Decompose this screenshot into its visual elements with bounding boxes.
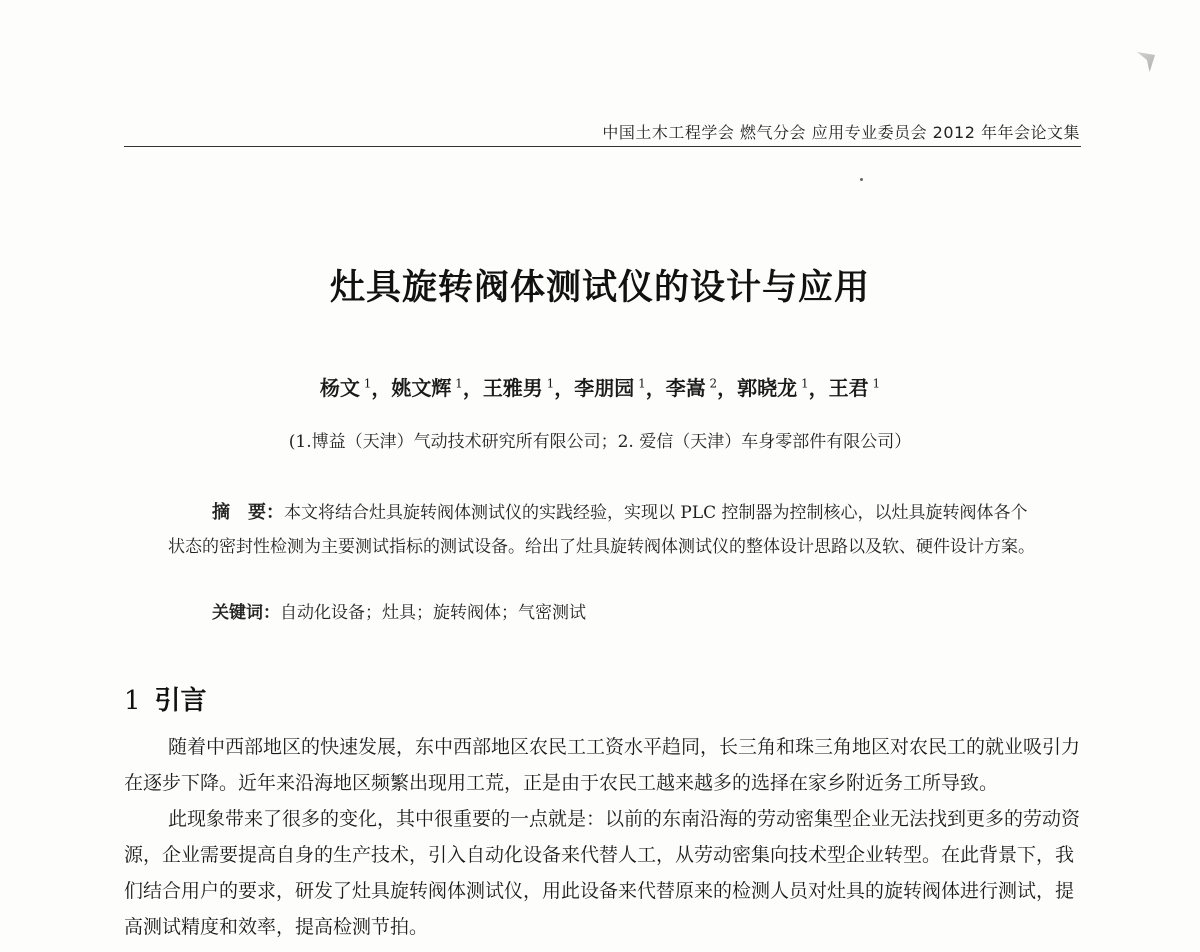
author [574,376,645,400]
author [737,376,808,400]
author [483,376,554,400]
paragraph: 此现象带来了很多的变化，其中很重要的一点就是：以前的东南沿海的劳动密集型企业无法找到更多的劳动资源，企业需要提高自身的生产技术，引入自动化设备来代替人工，从劳动密集向技术型企业转型。在此背景下，我们结合用户的要求，研发了灶具旋转阀体测试仪，用此设备来代替原来的检测人员对灶具的旋转阀体进行测试，提高测试精度和效率，提高检测节拍。 [124,808,1081,938]
author-separator: ， [462,376,483,400]
body-text [124,729,1081,945]
author-name: 王君 [828,376,869,400]
author [391,376,462,400]
abstract [168,496,1038,564]
paper-title: 灶具旋转阀体测试仪的设计与应用 [329,268,870,308]
author-name: 姚文辉 [391,376,452,400]
scan-speck [860,178,863,181]
section-title: 引言 [154,686,207,716]
author-affiliation-mark: 1 [634,376,646,391]
keywords-label: 关键词： [212,603,280,623]
author-affiliation-mark: 2 [705,376,718,391]
paragraph: 随着中西部地区的快速发展，东中西部地区农民工工资水平趋同，长三角和珠三角地区对农民工的就业吸引力在逐步下降。近年来沿海地区频繁出现用工荒，正是由于农民工越来越多的选择在家乡附近务工所导致。 [124,736,1081,794]
author-affiliation-mark: 1 [868,376,881,391]
author-affiliation-mark: 1 [797,376,809,391]
header-rule [124,146,1081,147]
author [829,376,880,400]
author-affiliation-mark: 1 [359,376,372,391]
author-separator: ， [371,376,392,400]
affiliation: (1.博益（天津）气动技术研究所有限公司；2. 爱信（天津）车身零部件有限公司） [288,432,912,452]
author-name: 杨文 [319,376,360,400]
keywords-text: 自动化设备；灶具；旋转阀体；气密测试 [280,603,586,623]
abstract-label: 摘 要： [212,502,284,523]
author-separator: ， [717,376,738,400]
author-name: 李嵩 [665,376,706,400]
author-separator: ， [554,376,575,400]
scan-corner-mark [1137,52,1155,72]
section-number: 1 [124,686,141,716]
author-affiliation-mark: 1 [451,376,463,391]
author-list [0,372,1200,401]
section-heading [124,680,207,717]
author-name: 李朋园 [574,376,635,400]
author-affiliation-mark: 1 [542,376,555,391]
running-header: 中国土木工程学会 燃气分会 应用专业委员会 2012 年年会论文集 [602,123,1080,142]
abstract-text: 本文将结合灶具旋转阀体测试仪的实践经验，实现以 PLC 控制器为控制核心，以灶具旋转阀体各个状态的密封性检测为主要测试指标的测试设备。给出了灶具旋转阀体测试仪的整体设计思路以及软、硬件设计方案。 [168,503,1035,557]
author [666,376,717,400]
keywords [212,598,586,623]
author-separator: ， [808,376,829,400]
author-separator: ， [645,376,666,400]
author-name: 王雅男 [482,376,543,400]
author-name: 郭晓龙 [737,376,798,400]
author [320,376,371,400]
